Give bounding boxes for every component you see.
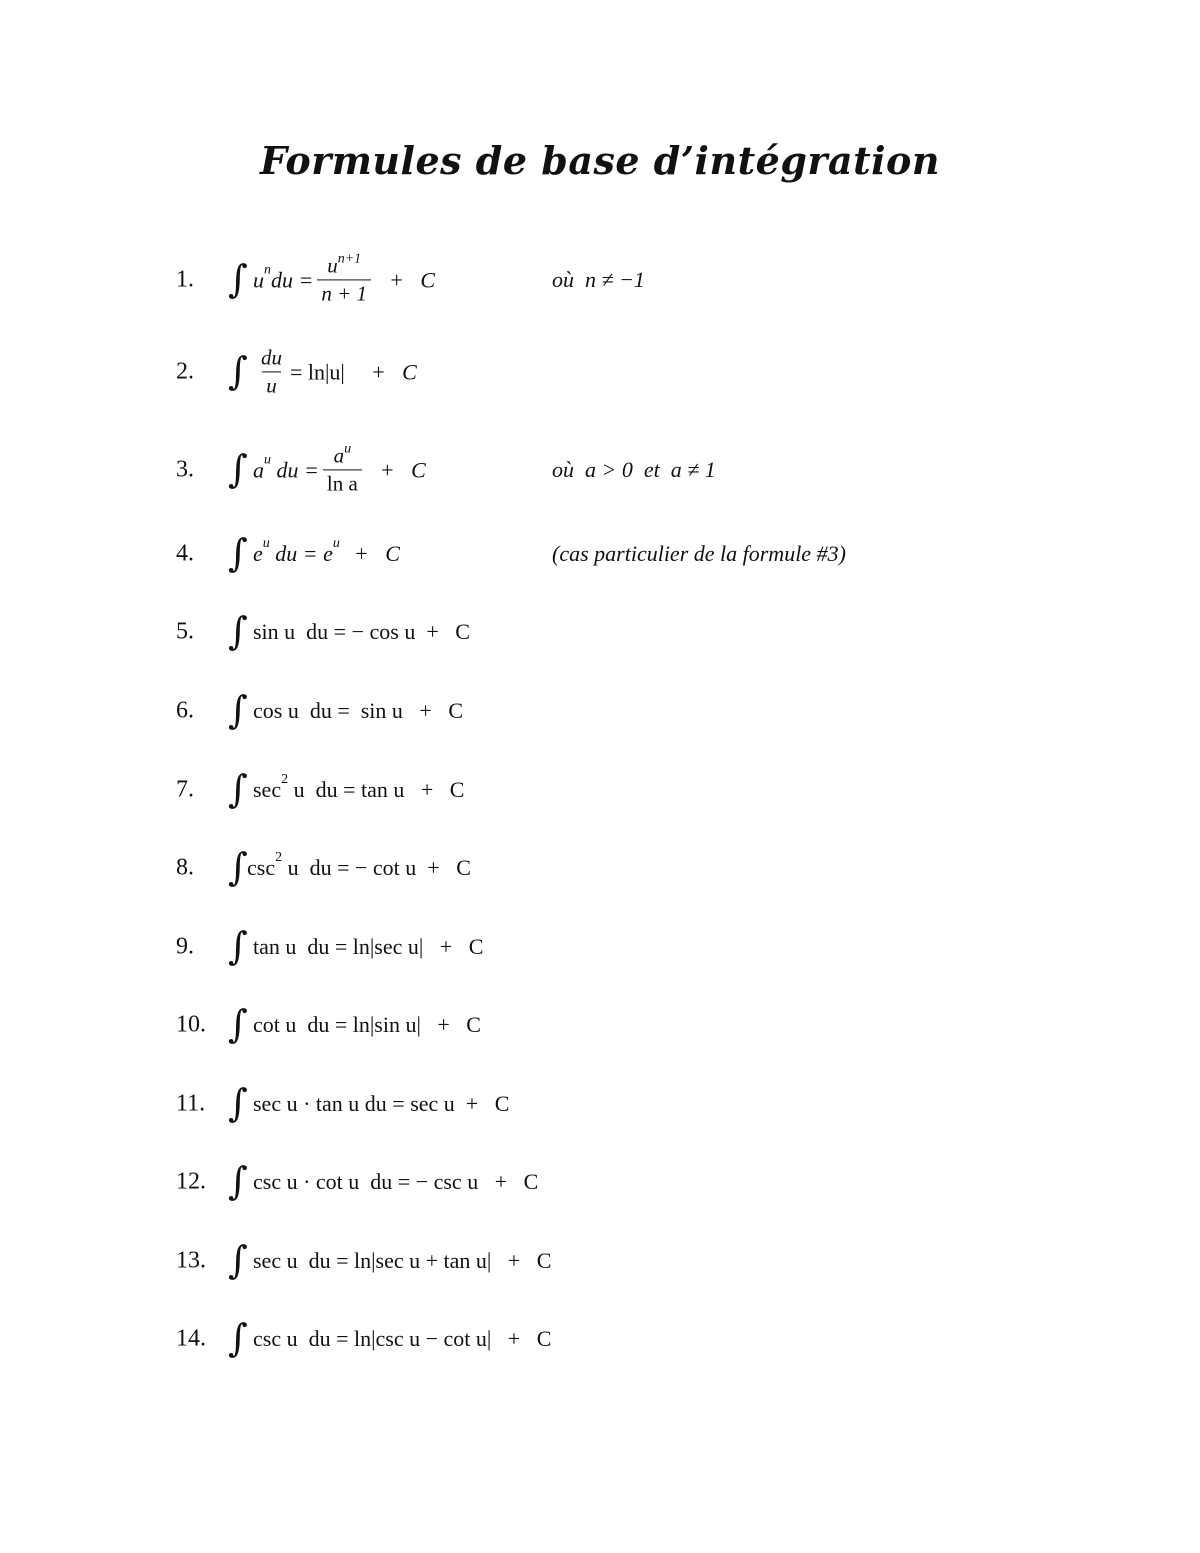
formula-expression: cos u du = sin u + C [253, 698, 463, 723]
fraction-numerator: du [261, 345, 282, 370]
integral-sign: ∫ [228, 767, 248, 812]
formula-constant: + C [379, 457, 426, 482]
fraction-numerator-base: a [333, 443, 345, 468]
integral-sign: ∫ [228, 1316, 248, 1361]
formula-number: 8. [176, 854, 194, 881]
formula-row-3 [0, 440, 1200, 500]
formula-number: 14. [176, 1325, 206, 1352]
formula-row-9 [0, 917, 1200, 977]
formula-text: du = [271, 267, 314, 292]
page-title: Formules de base d’intégration [259, 138, 941, 183]
formula-number: 1. [176, 266, 194, 293]
formula-number: 10. [176, 1011, 206, 1038]
formula-row-5 [0, 602, 1200, 662]
formula-row-4 [0, 524, 1200, 584]
integral-sign: ∫ [228, 257, 248, 302]
formula-expression [253, 346, 417, 397]
formula-expression [253, 772, 465, 803]
integral-sign: ∫ [228, 1002, 248, 1047]
formula-expression [253, 536, 400, 567]
formula-text: du = [271, 457, 319, 482]
formula-expression: tan u du = ln|sec u| + C [253, 934, 484, 959]
formula-number: 7. [176, 776, 194, 803]
formula-number: 6. [176, 697, 194, 724]
integral-sign: ∫ [228, 1081, 248, 1126]
formula-note: (cas particulier de la formule #3) [552, 541, 846, 566]
fraction-numerator-base: u [327, 253, 338, 278]
formula-note: où n ≠ −1 [552, 267, 645, 292]
formula-exponent: 2 [275, 850, 283, 865]
fraction-numerator-exponent: u [344, 441, 352, 457]
formula-expression: cot u du = ln|sin u| + C [253, 1012, 481, 1037]
fraction [317, 251, 371, 306]
formula-row-2 [0, 342, 1200, 402]
formula-row-11 [0, 1074, 1200, 1134]
formula-exponent: 2 [281, 772, 289, 787]
formula-row-12 [0, 1152, 1200, 1212]
formula-row-7 [0, 760, 1200, 820]
formula-row-13 [0, 1231, 1200, 1291]
formula-row-8 [0, 838, 1200, 898]
fraction [257, 346, 286, 397]
integral-sign: ∫ [228, 1238, 248, 1283]
formula-expression [253, 251, 436, 306]
formula-expression: sec u du = ln|sec u + tan u| + C [253, 1248, 552, 1273]
formula-row-10 [0, 995, 1200, 1055]
integral-sign: ∫ [228, 609, 248, 654]
formula-number: 13. [176, 1247, 206, 1274]
formula-constant: + C [353, 541, 400, 566]
integral-sign: ∫ [228, 688, 248, 733]
formula-text: u du = tan u + C [288, 777, 465, 802]
formula-base: e [253, 541, 263, 566]
formula-text: u du = − cot u + C [282, 855, 471, 880]
formula-function: sec [253, 777, 282, 802]
integral-sign: ∫ [228, 924, 248, 969]
integral-sign: ∫ [228, 531, 248, 576]
formula-expression: sec u · tan u du = sec u + C [253, 1091, 510, 1116]
formula-expression [247, 850, 471, 881]
fraction-numerator-exponent: n+1 [337, 251, 362, 267]
formula-expression: csc u du = ln|csc u − cot u| + C [253, 1326, 552, 1351]
formula-number: 4. [176, 540, 194, 567]
formula-base: a [253, 457, 264, 482]
formula-expression: csc u · cot u du = − csc u + C [253, 1169, 539, 1194]
formula-number: 9. [176, 933, 194, 960]
fraction-denominator: ln a [326, 471, 358, 496]
formula-row-14 [0, 1309, 1200, 1369]
formula-note: où a > 0 et a ≠ 1 [552, 457, 716, 482]
formula-result-exponent: u [332, 536, 340, 551]
fraction-denominator: u [266, 373, 277, 398]
formula-constant: + C [389, 267, 436, 292]
formula-row-6 [0, 681, 1200, 741]
formula-result-base: e [323, 541, 333, 566]
formula-expression: sin u du = − cos u + C [253, 619, 470, 644]
fraction [323, 441, 362, 496]
formula-text: = ln|u| [290, 359, 345, 384]
integral-sign: ∫ [228, 845, 248, 890]
formula-expression [253, 441, 426, 496]
formula-base: u [253, 267, 264, 292]
formula-number: 12. [176, 1168, 206, 1195]
fraction-denominator: n + 1 [321, 281, 368, 306]
formula-exponent: n [264, 262, 271, 277]
formula-exponent: u [264, 452, 271, 467]
formula-row-1 [0, 250, 1200, 310]
integral-sign: ∫ [228, 447, 248, 492]
formula-number: 5. [176, 618, 194, 645]
formula-number: 11. [176, 1090, 206, 1117]
formula-function: csc [247, 855, 276, 880]
integral-sign: ∫ [228, 1159, 248, 1204]
integral-sign: ∫ [228, 349, 248, 394]
formula-constant: + C [370, 359, 417, 384]
formula-text: du = [269, 541, 324, 566]
formula-exponent: u [262, 536, 270, 551]
formula-number: 3. [176, 456, 194, 483]
formula-number: 2. [176, 358, 194, 385]
